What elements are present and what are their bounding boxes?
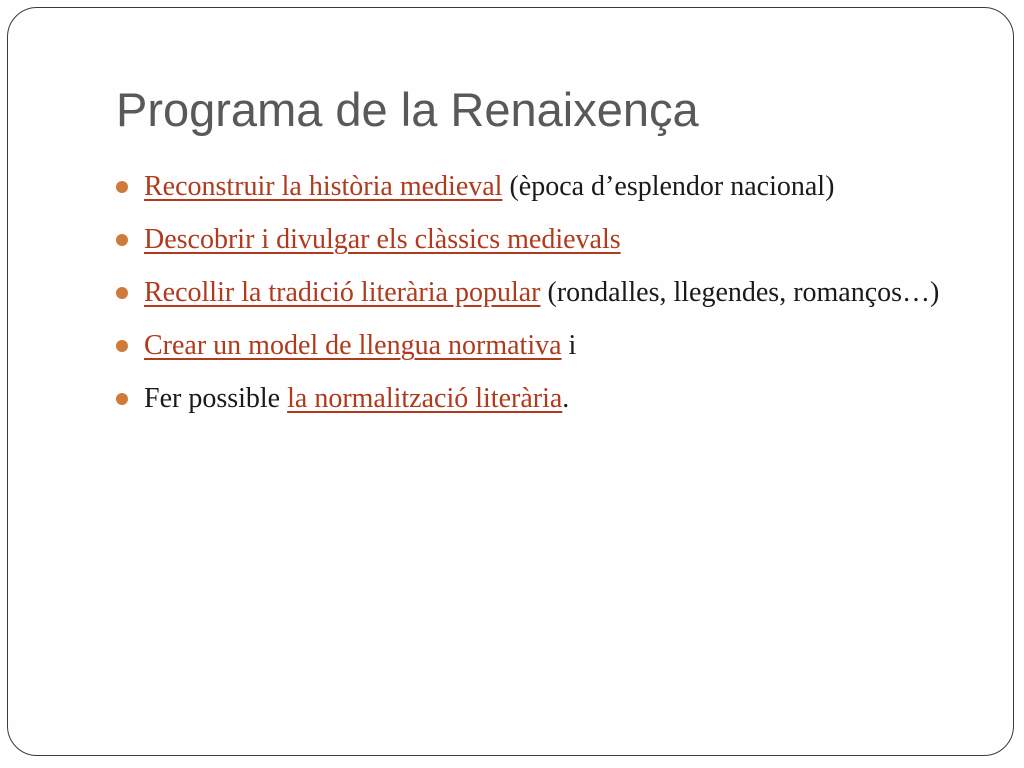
bullet-dot-icon [116,287,128,299]
bullet-item-history [116,166,956,208]
link-literary-normalization[interactable]: la normalització literària [287,383,563,414]
bullet-text-post: (rondalles, llegendes, romanços…) [540,277,940,308]
bullet-dot-icon [116,393,128,405]
link-discover-classics[interactable]: Descobrir i divulgar els clàssics medievals [144,224,621,255]
bullet-item-classics [116,219,956,261]
slide-title: Programa de la Renaixença [116,83,699,136]
bullet-text-post: (època d’esplendor nacional) [502,171,835,202]
link-reconstruct-history[interactable]: Reconstruir la història medieval [144,171,503,202]
bullet-text-post: i [561,330,577,361]
bullet-item-language-model [116,325,956,367]
link-collect-tradition[interactable]: Recollir la tradició literària popular [144,277,541,308]
bullet-item-normalization [116,378,956,420]
bullet-item-popular-tradition [116,272,956,314]
bullet-dot-icon [116,340,128,352]
link-language-model[interactable]: Crear un model de llengua normativa [144,330,562,361]
bullet-dot-icon [116,234,128,246]
bullet-text-pre: Fer possible [144,383,288,414]
bullet-text-post: . [562,383,570,414]
bullet-list [116,166,956,431]
bullet-dot-icon [116,181,128,193]
